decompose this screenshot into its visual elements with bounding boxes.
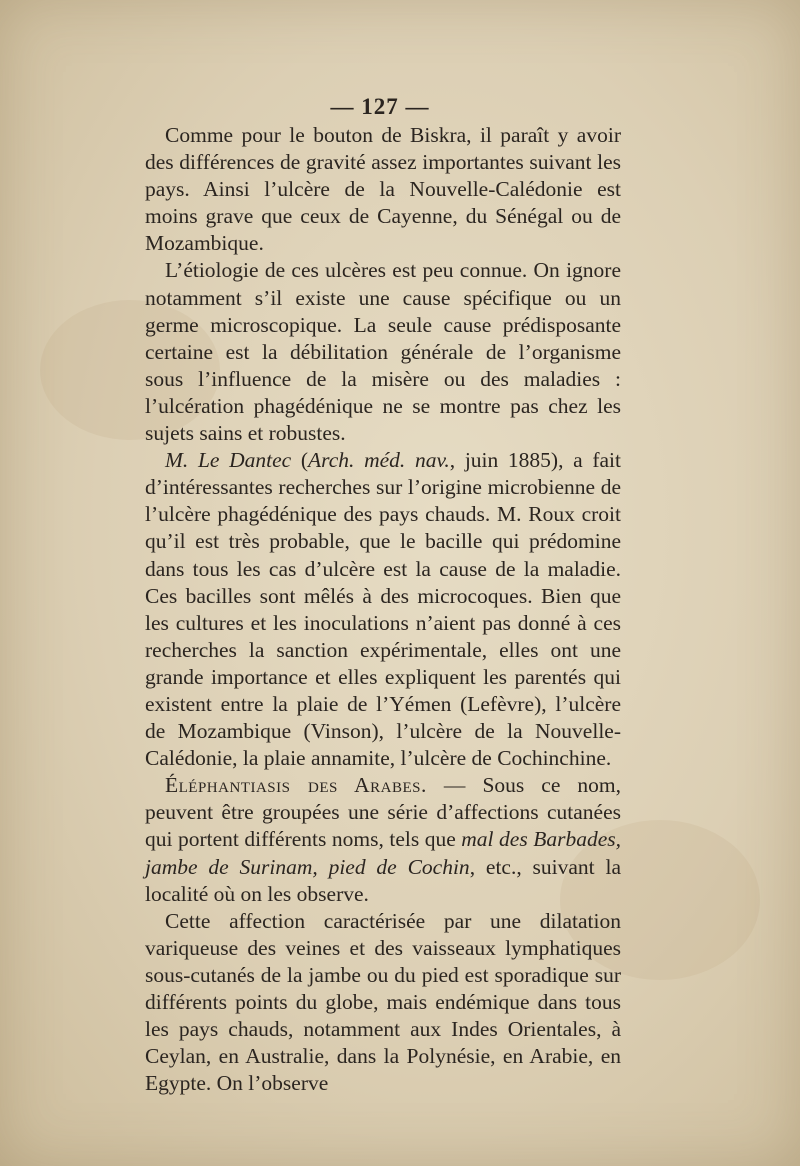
reference-open: (	[291, 448, 309, 473]
section-heading: Éléphantiasis des Arabes.	[165, 773, 427, 798]
paragraph-body: , juin 1885), a fait d’intéressantes recherches sur l’origine microbienne de l’ulcère phagédénique des pays chauds. M. Roux croit qu’il est très probable, que le bacille qui prédomine dans tous les cas d’ulcère est la cause de la maladie. Ces bacilles sont mêlés à des microcoques. Bien que les cultures et les inoculations n’aient pas donné à ces recherches la sanction expérimentale, elles ont une grande importance et elles expliquent les parentés qui existent entre la plaie de l’Yémen (Lefèvre), l’ulcère de Mozambique (Vinson), l’ulcère de la Nouvelle-Calédonie, la plaie annamite, l’ulcère de Cochinchine.	[145, 448, 621, 771]
paragraph-intro: — Sous ce nom, peuvent être groupées une série d’affections cutanées qui portent différents noms, tels que	[145, 773, 621, 852]
paragraph-biskra: Comme pour le bouton de Biskra, il paraît y avoir des différences de gravité assez importantes suivant les pays. Ainsi l’ulcère de la Nouvelle-Calédonie est moins grave que ceux de Cayenne, du Sénégal ou de Mozambique.	[145, 123, 621, 256]
paragraph-outro: , etc., suivant la localité où on les observe.	[145, 854, 622, 906]
disease-names: mal des Barbades, jambe de Surinam, pied de Cochin	[145, 827, 621, 879]
paragraph-etiologie: L’étiologie de ces ulcères est peu connue. On ignore notamment s’il existe une cause spécifique ou un germe microscopique. La seule cause prédisposante certaine est la débilitation générale de l’organisme sous l’influence de la misère ou des maladies : l’ulcération phagédénique ne se montre pas chez les sujets sains et robustes.	[145, 258, 621, 446]
paragraph-le-dantec	[145, 447, 621, 772]
journal-reference: Arch. méd. nav.	[308, 448, 450, 473]
page-number: — 127 —	[330, 94, 430, 119]
paragraph-affection: Cette affection caractérisée par une dilatation variqueuse des veines et des vaisseaux lymphatiques sous-cutanés de la jambe ou du pied est sporadique sur différents points du globe, mais endémique dans tous les pays chauds, notamment aux Indes Orientales, à Ceylan, en Australie, dans la Polynésie, en Arabie, en Egypte. On l’observe	[145, 908, 621, 1096]
body-text	[145, 122, 621, 1097]
author-name: M. Le Dantec	[165, 448, 292, 473]
paragraph-elephantiasis	[145, 772, 621, 907]
